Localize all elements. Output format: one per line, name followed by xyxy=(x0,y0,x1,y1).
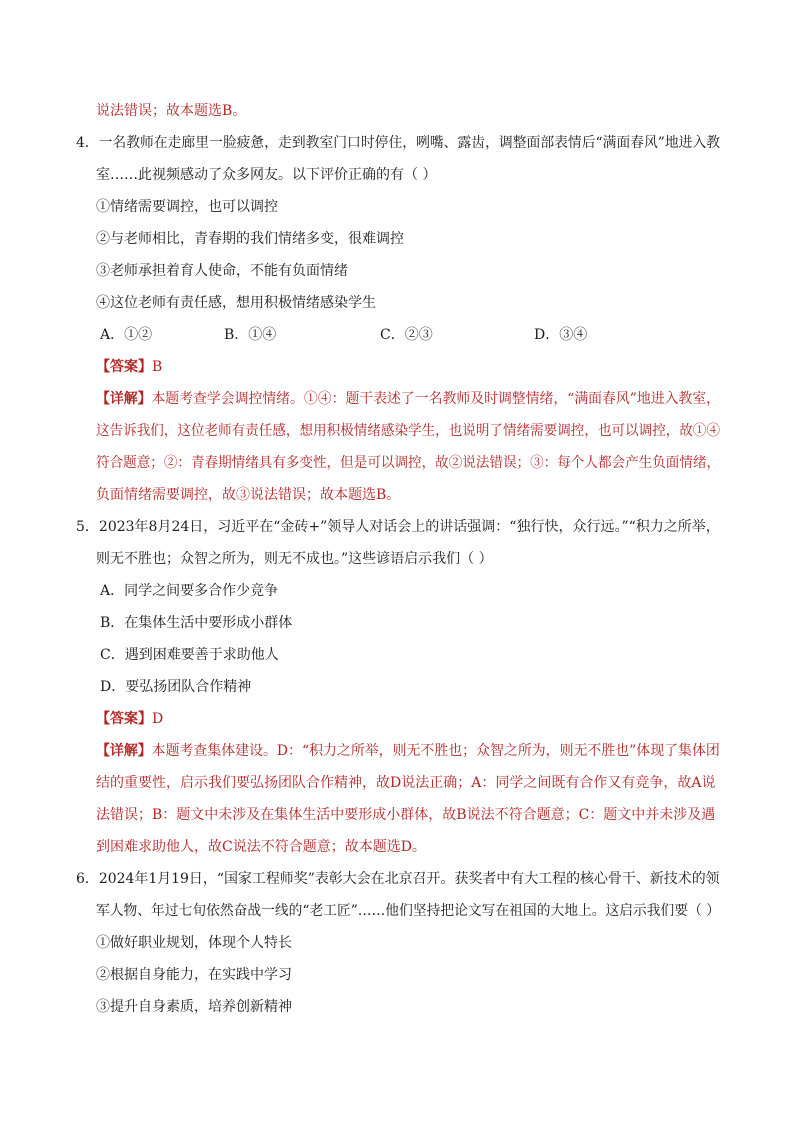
question-4-choice-b: B．①④ xyxy=(224,327,277,343)
question-5-stem-line-1: 5．2023年8月24日，习近平在“金砖+”领导人对话会上的讲话强调：“独行快，众行远。”“积力之所举， xyxy=(76,519,720,535)
question-4-detail-line-1 xyxy=(96,389,720,409)
detail-text: 本题考查集体建设。D：“积力之所举，则无不胜也；众智之所为，则无不胜也”体现了集体团 xyxy=(151,743,720,759)
question-4-stem-line-1: 4．一名教师在走廊里一脸疲惫，走到教室门口时停住，咧嘴、露齿，调整面部表情后“满面春风”地进入教 xyxy=(76,135,721,151)
question-6-stem-line-2: 军人物、年过七旬依然奋战一线的“老工匠”……他们坚持把论文写在祖国的大地上。这启示我们要（ ） xyxy=(96,903,720,919)
question-6-option-3: ③提升自身素质，培养创新精神 xyxy=(96,999,292,1015)
question-4-answer xyxy=(96,357,162,377)
question-4-option-2: ②与老师相比，青春期的我们情绪多变，很难调控 xyxy=(96,231,404,247)
question-5-stem-line-2: 则无不胜也；众智之所为，则无不成也。”这些谚语启示我们（ ） xyxy=(96,551,493,567)
answer-label: 【答案】 xyxy=(96,711,152,727)
question-4-option-4: ④这位老师有责任感，想用积极情绪感染学生 xyxy=(96,295,376,311)
detail-text: 本题考查学会调控情绪。①④：题干表述了一名教师及时调整情绪，“满面春风”地进入教室， xyxy=(151,391,721,407)
question-5-choice-d: D．要弘扬团队合作精神 xyxy=(100,679,252,695)
question-4-detail-line-4: 负面情绪需要调控，故③说法错误；故本题选B。 xyxy=(96,487,401,503)
question-5-detail-line-4: 到困难求助他人，故C说法不符合题意；故本题选D。 xyxy=(96,839,426,855)
question-6-stem-line-1: 6．2024年1月19日，“国家工程师奖”表彰大会在北京召开。获奖者中有大工程的核心骨干、新技术的领 xyxy=(76,871,720,887)
question-4-choice-c: C．②③ xyxy=(380,327,433,343)
question-4-choice-a: A．①② xyxy=(100,327,153,343)
question-5-detail-line-2: 结的重要性，启示我们要弘扬团队合作精神，故D说法正确；A：同学之间既有合作又有竞争，故A说 xyxy=(96,775,716,791)
previous-explanation-tail: 说法错误；故本题选B。 xyxy=(96,103,247,119)
detail-label: 【详解】 xyxy=(96,391,152,407)
question-5-detail-line-3: 法错误；B：题文中未涉及在集体生活中要形成小群体，故B说法不符合题意；C：题文中并未涉及遇 xyxy=(96,807,716,823)
question-5-choice-a: A．同学之间要多合作少竞争 xyxy=(100,583,279,599)
question-5-choice-b: B．在集体生活中要形成小群体 xyxy=(100,615,293,631)
answer-label: 【答案】 xyxy=(96,359,152,375)
detail-label: 【详解】 xyxy=(96,743,152,759)
answer-value: B xyxy=(152,359,163,375)
answer-value: D xyxy=(152,711,164,727)
question-5-choice-c: C．遇到困难要善于求助他人 xyxy=(100,647,279,663)
question-5-answer xyxy=(96,709,163,729)
question-6-option-1: ①做好职业规划，体现个人特长 xyxy=(96,935,292,951)
question-4-option-3: ③老师承担着育人使命，不能有负面情绪 xyxy=(96,263,348,279)
question-6-option-2: ②根据自身能力，在实践中学习 xyxy=(96,967,292,983)
question-5-detail-line-1 xyxy=(96,741,720,761)
question-4-choice-d: D．③④ xyxy=(534,327,588,343)
question-4-stem-line-2: 室……此视频感动了众多网友。以下评价正确的有（ ） xyxy=(96,167,437,183)
question-4-detail-line-3: 符合题意；②：青春期情绪具有多变性，但是可以调控，故②说法错误；③：每个人都会产生负面情绪， xyxy=(96,455,721,471)
question-4-detail-line-2: 这告诉我们，这位老师有责任感，想用积极情绪感染学生，也说明了情绪需要调控，也可以调控，故①④ xyxy=(96,423,721,439)
question-4-option-1: ①情绪需要调控，也可以调控 xyxy=(96,199,278,215)
